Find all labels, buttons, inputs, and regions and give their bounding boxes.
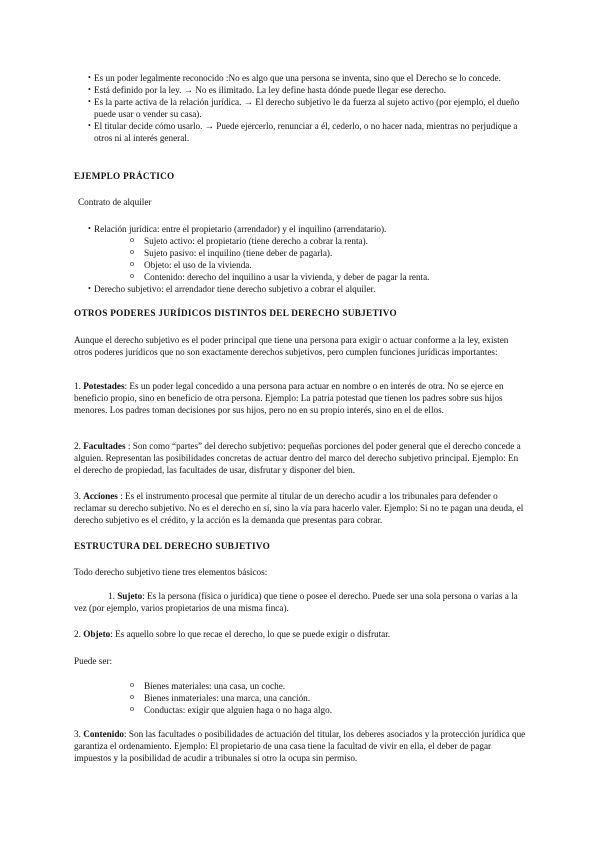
estructura-intro-paragraph: Todo derecho subjetivo tiene tres elementos básicos: bbox=[74, 567, 268, 577]
item-number: 1. bbox=[74, 381, 84, 391]
item-number: 3. bbox=[74, 491, 84, 501]
item-term: Sujeto bbox=[117, 591, 143, 601]
item-text: : Es el instrumento procesal que permite al titular de un derecho acudir a los tribunales para defender o reclamar su derecho subjetivo. No es el derecho en sí, sino la vía para hacerlo valer. Ejemplo: Si no te pagan una deuda, el derecho subjetivo es el crédito, y la acción es la demanda que presentas para cobrar. bbox=[74, 491, 524, 525]
item-text: : Es la persona (física o jurídica) que tiene o posee el derecho. Puede ser una sola persona o varias a la vez (por ejemplo, varios propietarios de una misma finca). bbox=[74, 591, 518, 613]
list-item bbox=[74, 223, 526, 283]
list-item: • Es la parte activa de la relación jurídica. → El derecho subjetivo le da fuerza al sujeto activo (por ejemplo, el dueño puede usar o vender su casa). bbox=[74, 96, 526, 120]
item-text: : Son como “partes” del derecho subjetivo: pequeñas porciones del poder general que el derecho concede a alguien. Representan las posibilidades concretas de actuar dentro del marco del derecho subjetivo principal. Ejemplo: En el derecho de propiedad, las facultades de usar, disfrutar y disponer del bien. bbox=[74, 441, 521, 475]
section-heading-estructura: ESTRUCTURA DEL DERECHO SUBJETIVO bbox=[74, 541, 271, 551]
potestades-paragraph bbox=[74, 380, 526, 416]
sub-list-item: o Sujeto pasivo: el inquilino (tiene deber de pagarla). bbox=[74, 247, 526, 259]
item-term: Contenido bbox=[83, 729, 125, 739]
sub-list-item: o Bienes inmateriales: una marca, una canción. bbox=[74, 692, 526, 704]
item-number: 3. bbox=[74, 729, 84, 739]
list-item: • El titular decide cómo usarlo. → Puede ejercerlo, renunciar a él, cederlo, o no hacer nada, mientras no perjudique a otros ni al interés general. bbox=[74, 120, 526, 144]
list-item: • Es un poder legalmente reconocido :No es algo que una persona se inventa, sino que el Derecho se lo concede. bbox=[74, 72, 526, 84]
intro-bullet-list bbox=[74, 72, 526, 144]
item-text: : Es un poder legal concedido a una persona para actuar en nombre o en interés de otra. No se ejerce en beneficio propio, sino en beneficio de otra persona. Ejemplo: La patria potestad que tienen los padres sobre sus hijos menores. Los padres toman decisiones por sus hijos, pero no en su propio interés, sino en el de ellos. bbox=[74, 381, 504, 415]
list-item: • Está definido por la ley. → No es ilimitado. La ley define hasta dónde puede llegar ese derecho. bbox=[74, 84, 526, 96]
list-item: • Derecho subjetivo: el arrendador tiene derecho subjetivo a cobrar el alquiler. bbox=[74, 283, 526, 295]
item-number: 2. bbox=[74, 441, 84, 451]
item-term: Facultades bbox=[83, 441, 126, 451]
sub-list-item: o Sujeto activo: el propietario (tiene derecho a cobrar la renta). bbox=[74, 235, 526, 247]
list-item-text: Relación jurídica: entre el propietario (arrendador) y el inquilino (arrendatario). bbox=[94, 224, 387, 234]
ejemplo-subtitle: Contrato de alquiler bbox=[78, 197, 152, 207]
objeto-sub-list bbox=[74, 680, 526, 716]
sub-list-item: o Bienes materiales: una casa, un coche. bbox=[74, 680, 526, 692]
section-heading-otros: OTROS PODERES JURÍDICOS DISTINTOS DEL DERECHO SUBJETIVO bbox=[74, 308, 397, 318]
item-text: : Son las facultades o posibilidades de actuación del titular, los deberes asociados y la protección jurídica que garantiza el ordenamiento. Ejemplo: El propietario de una casa tiene la facultad de vivir en ella, el deber de pagar impuestos y la posibilidad de acudir a tribunales si otro la ocupa sin permiso. bbox=[74, 729, 526, 763]
item-text: : Es aquello sobre lo que recae el derecho, lo que se puede exigir o disfrutar. bbox=[110, 629, 391, 639]
sub-list-item: o Objeto: el uso de la vivienda. bbox=[74, 259, 526, 271]
item-term: Objeto bbox=[83, 629, 111, 639]
acciones-paragraph bbox=[74, 490, 526, 526]
puede-ser-label: Puede ser: bbox=[74, 656, 113, 666]
facultades-paragraph bbox=[74, 440, 526, 476]
item-term: Acciones bbox=[83, 491, 118, 501]
section-heading-ejemplo: EJEMPLO PRÁCTICO bbox=[74, 171, 175, 181]
item-number: 1. bbox=[108, 591, 118, 601]
sub-list-item: o Contenido: derecho del inquilino a usar la vivienda, y deber de pagar la renta. bbox=[74, 271, 526, 283]
item-term: Potestades bbox=[83, 381, 125, 391]
sub-list-item: o Conductas: exigir que alguien haga o no haga algo. bbox=[74, 704, 526, 716]
objeto-paragraph bbox=[74, 628, 526, 640]
ejemplo-sub-list bbox=[74, 235, 526, 283]
item-number: 2. bbox=[74, 629, 84, 639]
contenido-paragraph bbox=[74, 728, 526, 764]
otros-intro-paragraph: Aunque el derecho subjetivo es el poder principal que tiene una persona para exigir o actuar conforme a la ley, existen otros poderes jurídicos que no son exactamente derechos subjetivos, pero cumplen funciones jurídicas importantes: bbox=[74, 335, 509, 357]
ejemplo-bullet-list bbox=[74, 223, 526, 295]
sujeto-paragraph bbox=[74, 590, 526, 614]
